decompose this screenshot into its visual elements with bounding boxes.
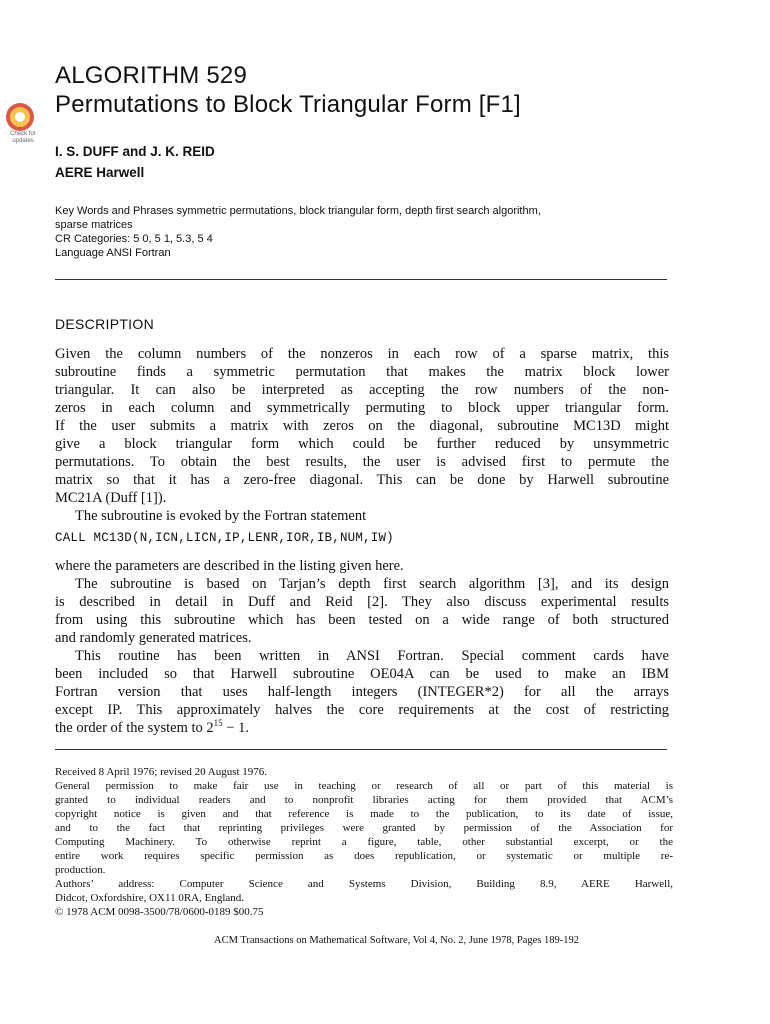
body-line: The subroutine is based on Tarjan’s depth first search algorithm [3], and its design bbox=[75, 576, 669, 592]
language: Language ANSI Fortran bbox=[55, 247, 171, 259]
call-statement: CALL MC13D(N,ICN,LICN,IP,LENR,IOR,IB,NUM,IW) bbox=[55, 531, 394, 545]
body-line: from using this subroutine which has been tested on a wide range of both structured bbox=[55, 612, 669, 628]
footnote-rule bbox=[55, 749, 667, 750]
copyright-line: © 1978 ACM 0098-3500/78/0600-0189 $00.75 bbox=[55, 906, 264, 918]
body-line: The subroutine is evoked by the Fortran statement bbox=[75, 508, 367, 524]
body-line: been included so that Harwell subroutine OE04A can be used to make an IBM bbox=[55, 666, 669, 682]
authors-address-line-2: Didcot, Oxfordshire, OX11 0RA, England. bbox=[55, 892, 245, 904]
body-line: This routine has been written in ANSI Fortran. Special comment cards have bbox=[75, 648, 669, 664]
body-line: subroutine finds a symmetric permutation that makes the matrix block lower bbox=[55, 364, 669, 380]
permission-line: production. bbox=[55, 864, 106, 876]
permission-line: copyright notice is given and that reference is made to the publication, to its date of issue, bbox=[55, 808, 673, 820]
divider-rule bbox=[55, 279, 667, 280]
body-line: is described in detail in Duff and Reid [2]. They also discuss experimental results bbox=[55, 594, 669, 610]
authors-address: Authors’ address: Computer Science and Systems Division, Building 8.9, AERE Harwell, bbox=[55, 878, 673, 890]
body-line: give a block triangular form which could be further reduced by unsymmetric bbox=[55, 436, 669, 452]
badge-label: Check for updates bbox=[10, 131, 36, 144]
received-date: Received 8 April 1976; revised 20 August 1976. bbox=[55, 766, 268, 778]
body-line-with-exponent bbox=[55, 719, 669, 737]
badge-dot-icon bbox=[15, 112, 25, 122]
body-line: and randomly generated matrices. bbox=[55, 630, 252, 646]
body-line: If the user submits a matrix with zeros on the diagonal, subroutine MC13D might bbox=[55, 418, 669, 434]
body-line: where the parameters are described in the listing given here. bbox=[55, 558, 404, 574]
exponent: 15 bbox=[213, 718, 223, 729]
body-line: zeros in each column and symmetrically permuting to block upper triangular form. bbox=[55, 400, 669, 416]
body-line: MC21A (Duff [1]). bbox=[55, 490, 167, 506]
body-line: except IP. This approximately halves the core requirements at the cost of restricting bbox=[55, 702, 669, 718]
permission-line: and to the fact that reprinting privileges were granted by permission of the Association for bbox=[55, 822, 673, 834]
authors: I. S. DUFF and J. K. REID bbox=[55, 144, 215, 159]
keywords-line-2: sparse matrices bbox=[55, 219, 133, 231]
section-heading: DESCRIPTION bbox=[55, 316, 154, 332]
body-line: Fortran version that uses half-length integers (INTEGER*2) for all the arrays bbox=[55, 684, 669, 700]
body-line: matrix so that it has a zero-free diagonal. This can be done by Harwell subroutine bbox=[55, 472, 669, 488]
paper-title-line-2: Permutations to Block Triangular Form [F1] bbox=[55, 91, 521, 118]
body-line: Given the column numbers of the nonzeros in each row of a sparse matrix, this bbox=[55, 346, 669, 362]
permission-line: General permission to make fair use in teaching or research of all or part of this material is bbox=[55, 780, 673, 792]
permission-line: entire work requires specific permission as does republication, or systematic or multiple re- bbox=[55, 850, 673, 862]
journal-citation: ACM Transactions on Mathematical Software, Vol 4, No. 2, June 1978, Pages 189-192 bbox=[214, 935, 580, 946]
permission-line: granted to individual readers and to nonprofit libraries acting for them provided that ACM’s bbox=[55, 794, 673, 806]
cr-categories: CR Categories: 5 0, 5 1, 5.3, 5 4 bbox=[55, 233, 213, 245]
keywords-line-1: Key Words and Phrases symmetric permutations, block triangular form, depth first search algorithm, bbox=[55, 205, 541, 217]
affiliation: AERE Harwell bbox=[55, 165, 145, 180]
check-for-updates-badge[interactable] bbox=[2, 103, 44, 147]
exponent-prefix: the order of the system to 2 bbox=[55, 720, 214, 736]
permission-line: Computing Machinery. To otherwise reprint a figure, table, other substantial excerpt, or the bbox=[55, 836, 673, 848]
body-line: permutations. To obtain the best results, the user is advised first to permute the bbox=[55, 454, 669, 470]
exponent-suffix: − 1. bbox=[222, 720, 249, 736]
paper-title-line-1: ALGORITHM 529 bbox=[55, 62, 247, 89]
body-line: triangular. It can also be interpreted as accepting the row numbers of the non- bbox=[55, 382, 669, 398]
